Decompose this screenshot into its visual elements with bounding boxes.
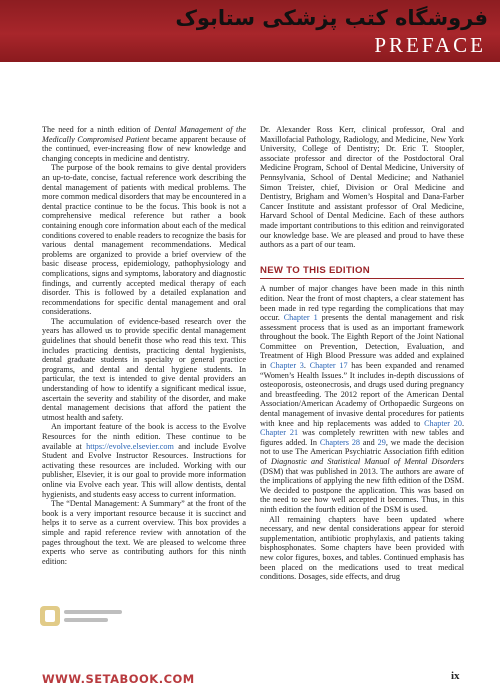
setabook-logo-icon [38,600,126,630]
paragraph: An important feature of the book is access to the Evolve Resources for the ninth edition. These continue to be available at https://evolve.elsevier.com and include Evolve Student and Evolve Instructor Resources. Instructions for activating these resources are included. Working with our publisher, Elsevier, it is our goal to provide more information online via Evolve each year. This will allow dentists, dental hygienists, and students easy access to current information. [42,422,246,499]
chapter-link[interactable]: Chapter 17 [309,361,348,371]
heading-rule [260,278,464,279]
header-band [0,0,500,62]
paragraph: A number of major changes have been made in this ninth edition. Near the front of most chapters, a clear statement has been made in red type regarding the complications that may occur. Chapter 1 presents the dental management and risk assessment process that is used as an important framework throughout the book. The Eighth Report of the Joint National Committee on Prevention, Detection, Evaluation, and Treatment of High Blood Pressure was added and explained in Chapter 3. Chapter 17 has been expanded and renamed “Women’s Health Issues.” It includes in-depth discussions of osteoporosis, osteonecrosis, and drugs used during pregnancy and breastfeeding. The 2012 report of the American Dental Association/American Academy of Orthopaedic Surgeons on dental management of invasive dental procedures for patients with knee and hip replacements was added to Chapter 20. Chapter 21 was completely rewritten with new tables and figures added. In Chapters 28 and 29, we made the decision not to use The American Psychiatric Association fifth edition of Diagnostic and Statistical Manual of Mental Disorders (DSM) that was published in 2013. The authors are aware of the implications of applying the new fifth edition of the DSM. We decided to postpone the application. This was based on the need to see how well accepted it becomes. Thus, in this ninth edition the fourth edition of the DSM is used. [260,284,465,514]
site-watermark: WWW.SETABOOK.COM [42,672,195,686]
evolve-link[interactable]: https://evolve.elsevier.com [86,441,174,451]
chapter-link[interactable]: Chapter 3 [270,361,304,371]
chapter-link[interactable]: Chapter 20 [424,418,462,428]
right-column [260,125,464,582]
chapter-link[interactable]: 29 [377,437,386,447]
page-title: PREFACE [374,33,486,57]
store-watermark: فروشگاه کتب پزشکی ستابوک [175,6,488,30]
page-number: ix [451,670,460,682]
paragraph: Dr. Alexander Ross Kerr, clinical professor, Oral and Maxillofacial Pathology, Radiology, and Medicine, New York University, College of Dentistry; Dr. Eric T. Stoopler, associate professor and director of the Postdoctoral Oral Medicine Program, School of Dental Medicine, University of Pennsylvania, School of Dental Medicine; and Nathaniel Simon Treister, chief, Division or Oral Medicine and Dentistry, Brigham and Women’s Hospital and Dana-Farber Cancer Institute and assistant professor of Oral Medicine, Harvard School of Dental Medicine. Each of these authors made important contributions to this edition and reinvigorated our knowledge base. We are pleased and proud to have these authors as a part of our team. [260,125,464,250]
paragraph: The need for a ninth edition of Dental Management of the Medically Compromised Patient became apparent because of the continued, ever-increasing flow of new knowledge and changing concepts in medicine and dentistry. [42,125,246,163]
chapter-link[interactable]: Chapter 21 [260,428,299,438]
chapter-link[interactable]: Chapter 1 [283,313,318,323]
chapter-link[interactable]: Chapters 28 [319,437,361,447]
paragraph: All remaining chapters have been updated where necessary, and new dental considerations appear for steroid supplementation, antibiotic prophylaxis, and patients taking bisphosphonates. Some chapters have been provided with new color figures, boxes, and tables. Continued emphasis has been placed on the medications used to treat medical conditions. Dosages, side effects, and drug [260,514,464,582]
paragraph: The accumulation of evidence-based research over the years has allowed us to provide specific dental management guidelines that should benefit those who read this text. This includes practicing dentists, practicing dental hygienists, dental graduate students in specialty or general practice programs, and dental and dental hygiene students. In particular, the text is intended to give dental providers an understanding of how to identify a significant medical issue, ascertain the severity and stability of the disorder, and make dental management decisions that afford the patient the utmost health and safety. [42,316,246,422]
left-column [42,125,246,566]
section-heading: NEW TO THIS EDITION [260,264,370,276]
paragraph: The purpose of the book remains to give dental providers an up-to-date, concise, factual reference work describing the dental management of patients with medical problems. The more common medical disorders that may be encountered in a dental practice continue to be the focus. This book is not a comprehensive medical reference but rather a book containing enough core information about each of the medical conditions covered to enable readers to recognize the basis for various dental management recommendations. Medical problems are organized to provide a brief overview of the basic disease process, epidemiology, pathophysiology and complications, signs and symptoms, laboratory and diagnostic findings, and currently accepted medical therapy of each disorder. This is followed by a detailed explanation and recommendations for specific dental management and oral considerations. [42,163,246,317]
paragraph: The “Dental Management: A Summary” at the front of the book is a very important resource because it is succinct and helps it to serve as a current overview. This box provides a simple and rapid reference review with annotation of the pages throughout the text. We are pleased to welcome three experts who serve as contributing authors for this ninth edition: [42,499,246,566]
